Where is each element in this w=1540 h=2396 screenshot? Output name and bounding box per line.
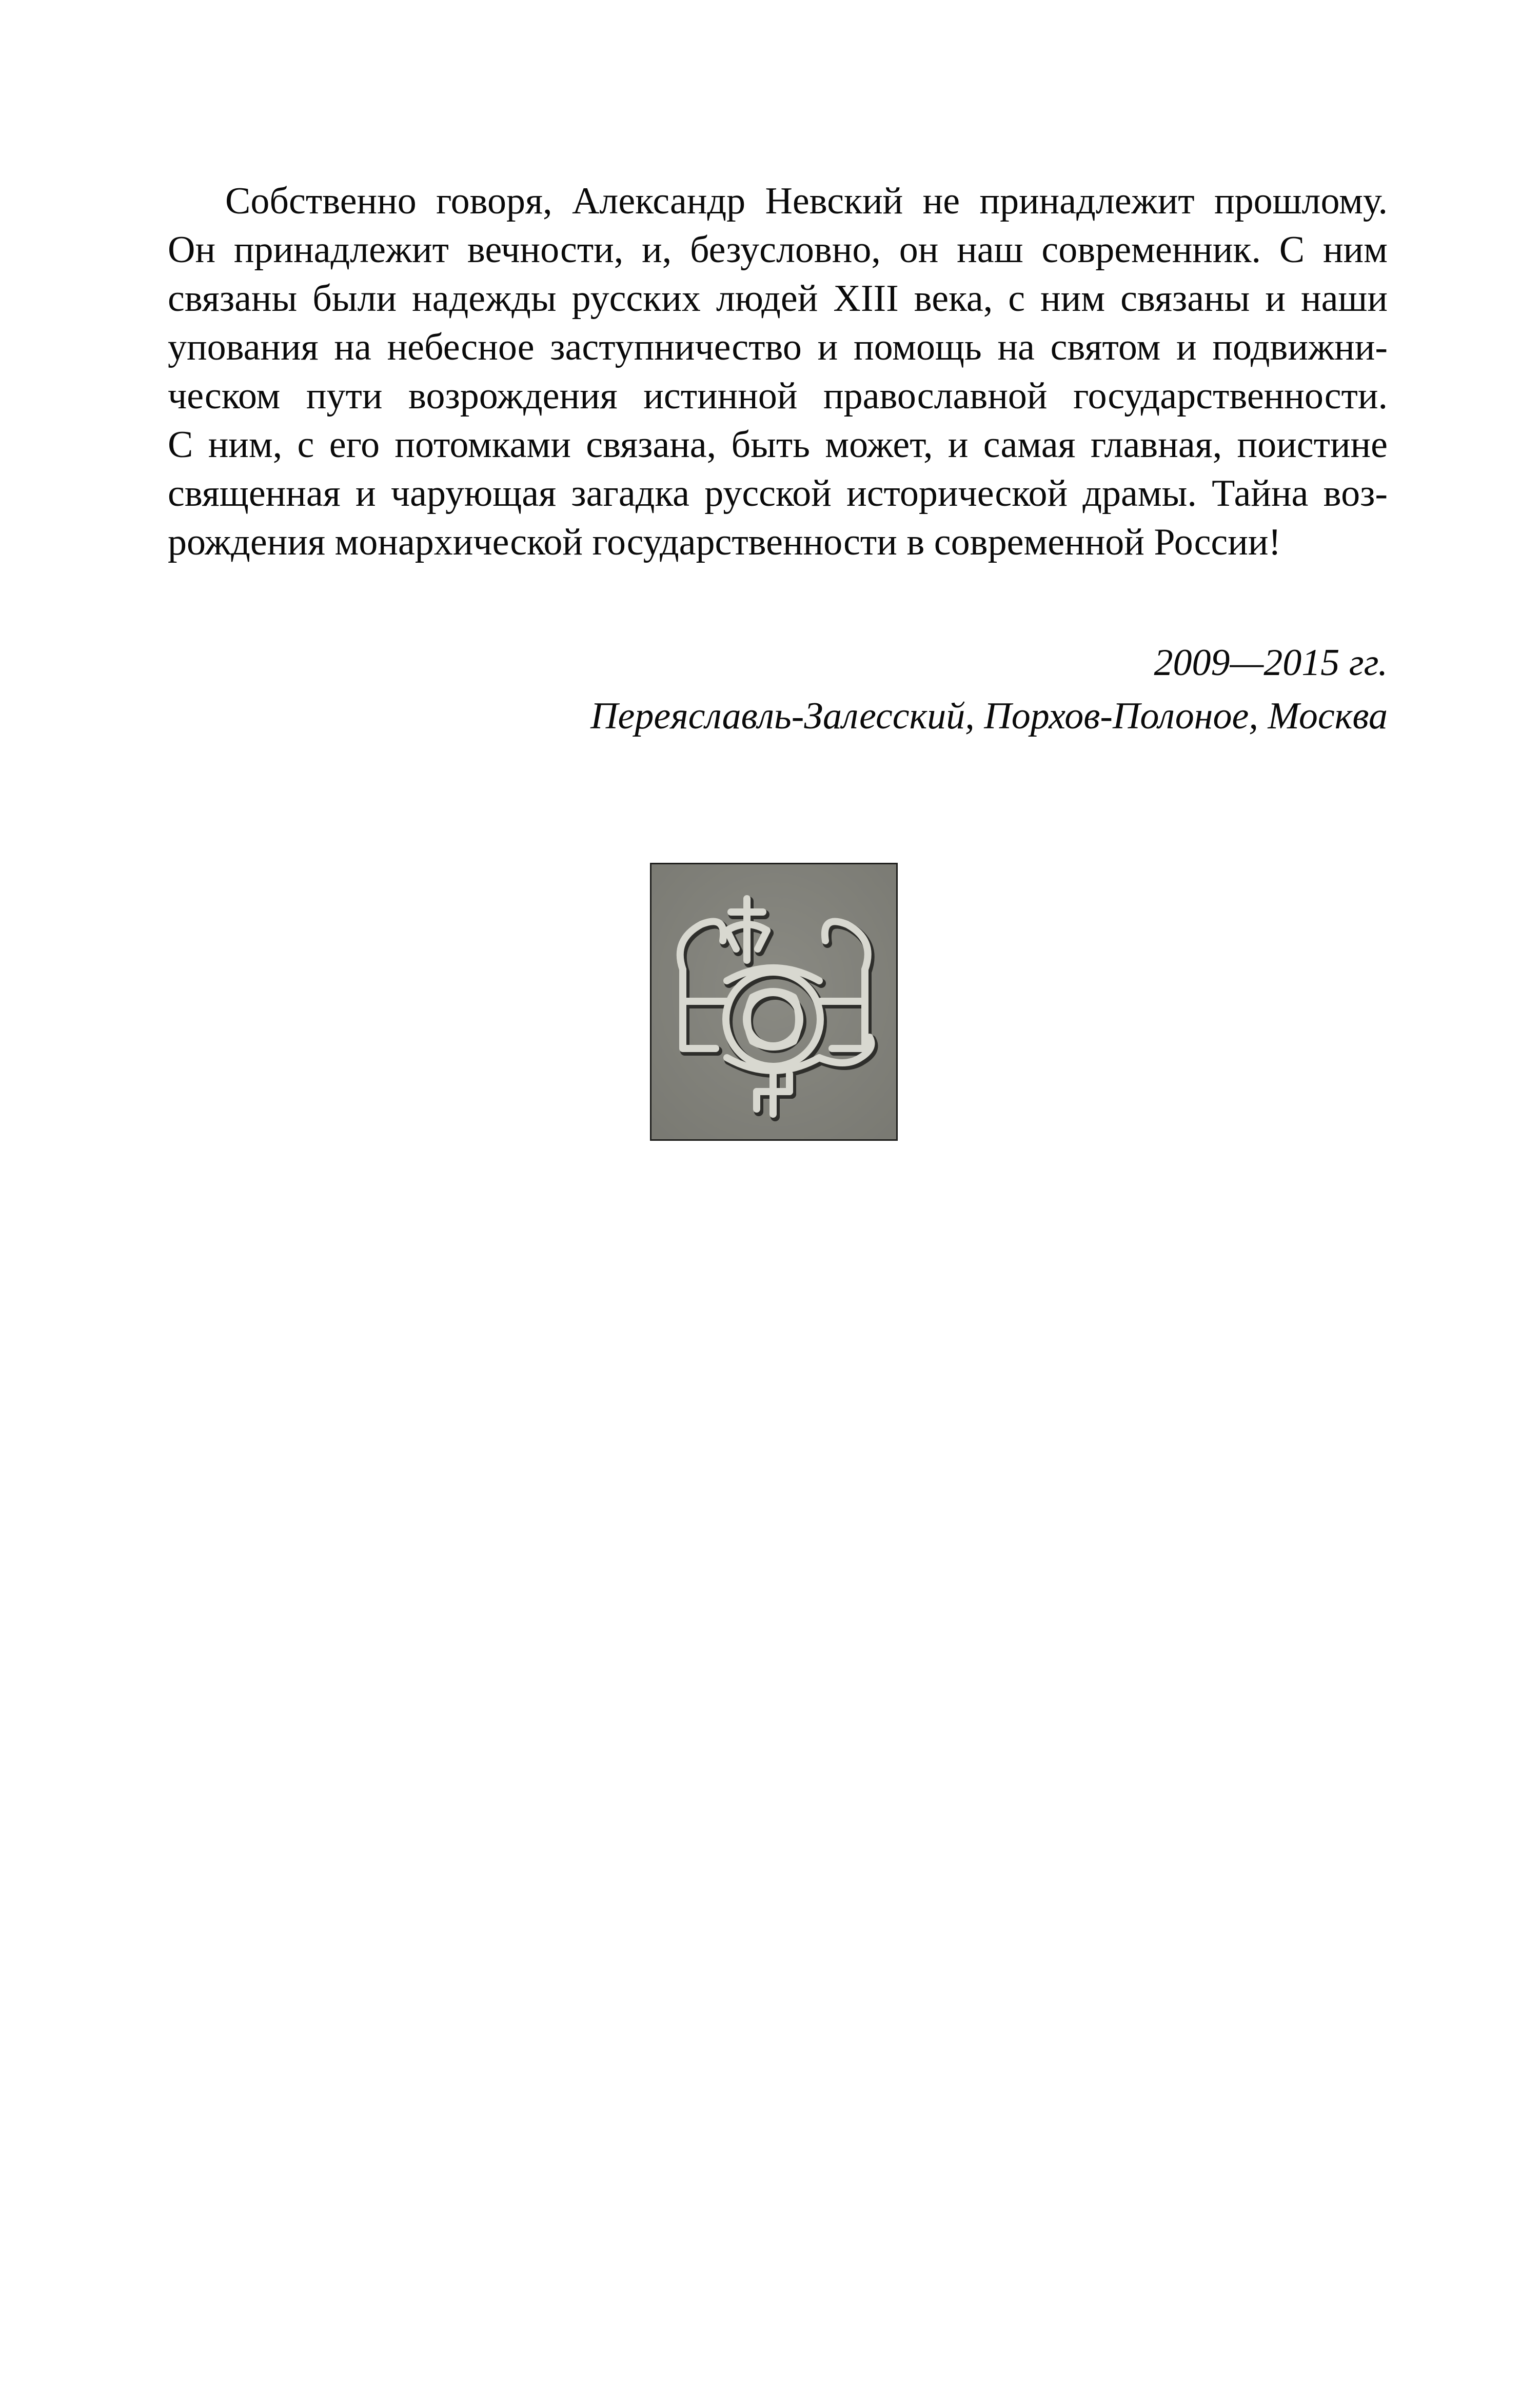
paragraph-line: ческом пути возрождения истинной православной государственности. xyxy=(168,375,1388,417)
paragraph-line: Собственно говоря, Александр Невский не принадлежит прошлому. xyxy=(225,180,1388,222)
paragraph-line: связаны были надежды русских людей XIII века, с ним связаны и наши xyxy=(168,278,1388,320)
knotwork-ornament-icon xyxy=(650,863,898,1141)
paragraph-line: С ним, с его потомками связана, быть может, и самая главная, поистине xyxy=(168,424,1388,466)
paragraph-line: рождения монархической государственности в современной России! xyxy=(168,521,1281,563)
signature-places: Переяславль-Залесский, Порхов-Полоное, Москва xyxy=(590,695,1388,737)
paragraph-line: упования на небесное заступничество и помощь на святом и подвижни- xyxy=(168,326,1388,368)
signature-date: 2009—2015 гг. xyxy=(1154,642,1388,684)
signature-block xyxy=(590,636,1388,743)
main-paragraph xyxy=(168,177,1388,567)
paragraph-line: Он принадлежит вечности, и, безусловно, он наш современник. С ним xyxy=(168,229,1388,271)
paragraph-line: священная и чарующая загадка русской исторической драмы. Тайна воз- xyxy=(168,472,1388,514)
